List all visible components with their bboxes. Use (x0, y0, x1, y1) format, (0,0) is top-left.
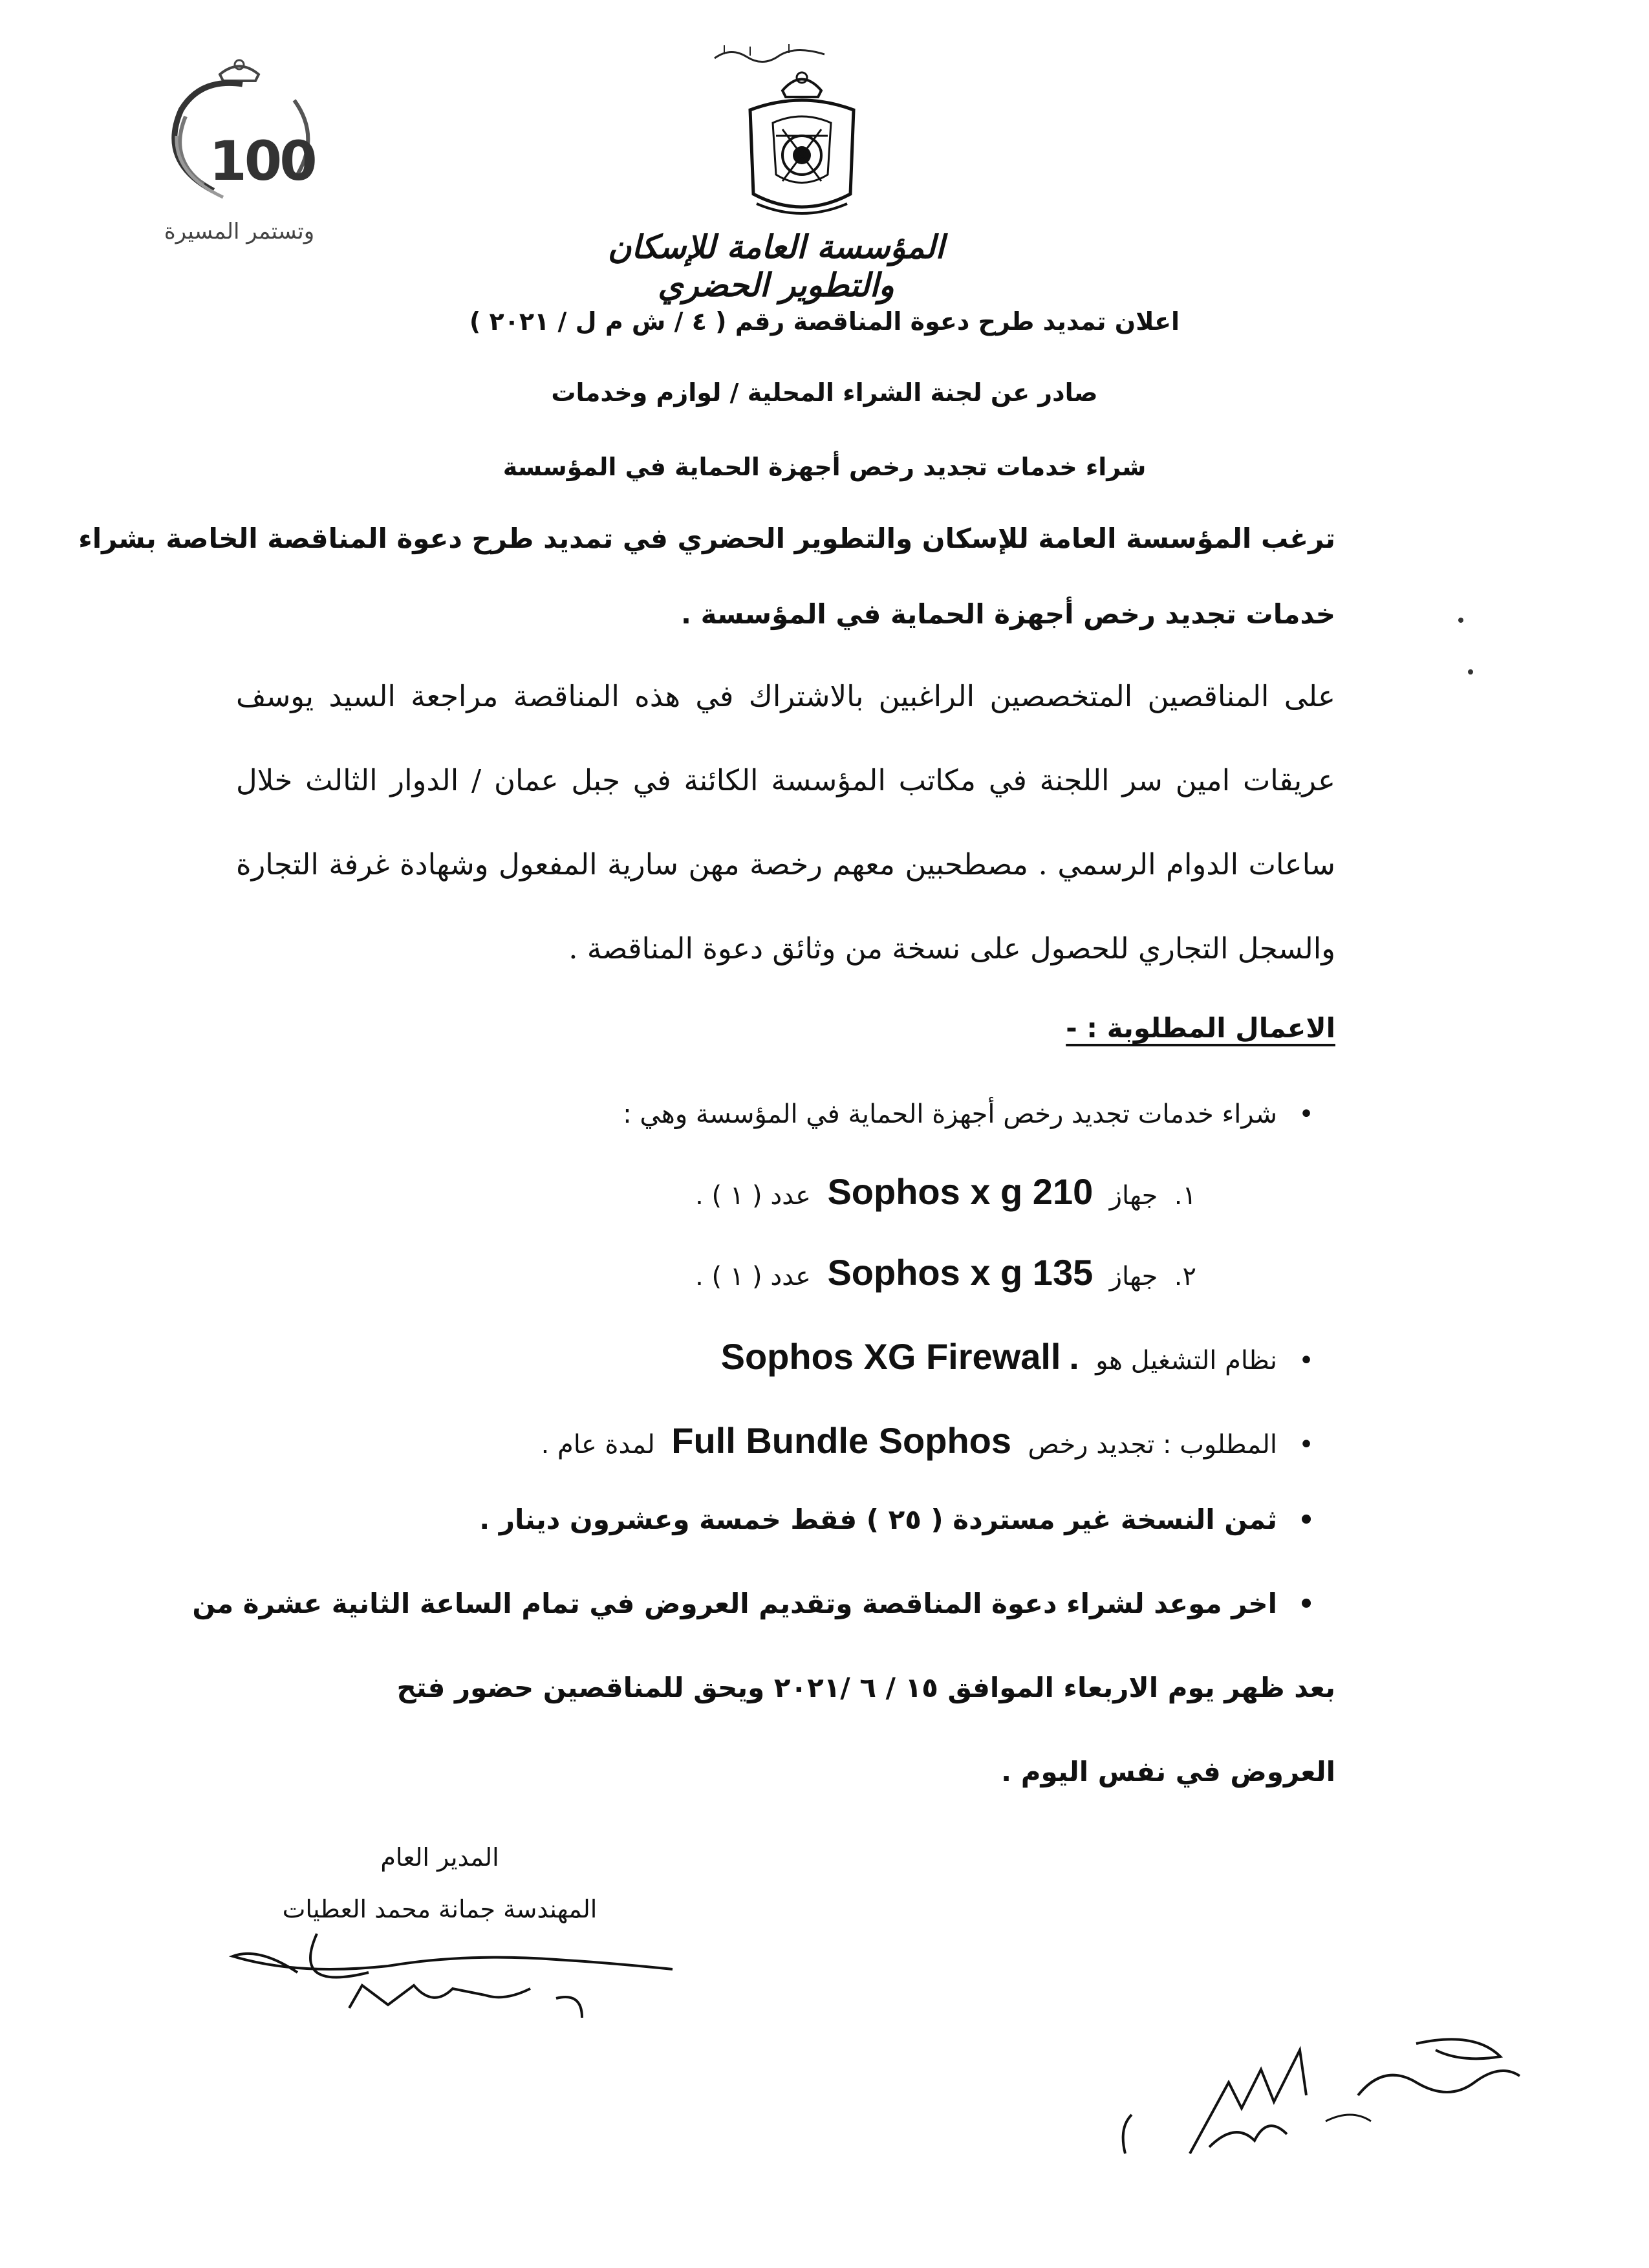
os-name: Sophos XG Firewall (720, 1336, 1061, 1377)
subject-line: شراء خدمات تجديد رخص أجهزة الحماية في المؤسسة (502, 453, 1147, 481)
organization-title: المؤسسة العامة للإسكان والتطوير الحضري (607, 228, 945, 304)
body-line-4: والسجل التجاري للحصول على نسخة من وثائق دعوة المناقصة . (568, 931, 1335, 966)
bullet-purchase (249, 1099, 1335, 1129)
body-line-3: ساعات الدوام الرسمي . مصطحبين معهم رخصة مهن سارية المفعول وشهادة غرفة التجارة (236, 847, 1335, 881)
issuer-line: صادر عن لجنة الشراء المحلية / لوازم وخدمات (551, 378, 1098, 407)
bullet-dot: • (1299, 1346, 1314, 1376)
required-suffix: لمدة عام . (541, 1430, 655, 1460)
bullet-price (249, 1504, 1335, 1535)
required-prefix: المطلوب : تجديد رخص (1028, 1430, 1277, 1460)
os-suffix: . (1069, 1336, 1079, 1377)
device-prefix: جهاز (1109, 1262, 1158, 1291)
bullet-dot: • (1299, 1099, 1314, 1129)
device-index: ١. (1174, 1181, 1196, 1211)
scan-speck (1458, 618, 1463, 623)
body-line-1: على المناقصين المتخصصين الراغبين بالاشتراك في هذه المناقصة مراجعة السيد يوسف (236, 679, 1335, 713)
deadline-line-1: اخر موعد لشراء دعوة المناقصة وتقديم العروض في تمام الساعة الثانية عشرة من (192, 1588, 1277, 1619)
device-item-2 (695, 1251, 1196, 1293)
bullet-required (249, 1420, 1335, 1462)
os-prefix: نظام التشغيل هو (1095, 1346, 1277, 1376)
centennial-number: 100 (209, 129, 315, 193)
device-count: عدد ( ١ ) . (695, 1262, 812, 1291)
coat-of-arms-emblem (737, 65, 867, 226)
bullet-dot: • (1298, 1506, 1315, 1535)
device-model: Sophos x g 135 (827, 1252, 1094, 1293)
required-name: Full Bundle Sophos (671, 1420, 1012, 1461)
device-count: عدد ( ١ ) . (695, 1181, 812, 1211)
scan-speck (1468, 669, 1473, 675)
signatory-role: المدير العام (380, 1843, 499, 1872)
announcement-title: اعلان تمديد طرح دعوة المناقصة رقم ( ٤ / ش م ل / ٢٠٢١ ) (469, 307, 1180, 336)
device-item-1 (695, 1171, 1196, 1213)
centennial-logo (146, 45, 333, 244)
bullet-deadline (192, 1588, 1335, 1619)
basmala-calligraphy (711, 40, 828, 66)
director-signature (220, 1895, 685, 2024)
intro-line-2: خدمات تجديد رخص أجهزة الحماية في المؤسسة . (681, 598, 1335, 630)
device-model: Sophos x g 210 (827, 1171, 1094, 1212)
body-line-2: عريقات امين سر اللجنة في مكاتب المؤسسة الكائنة في جبل عمان / الدوار الثالث خلال (236, 763, 1335, 797)
committee-signatures (1112, 2024, 1526, 2166)
deadline-line-3: العروض في نفس اليوم . (1001, 1756, 1335, 1787)
bullet-os (249, 1335, 1335, 1377)
price-text: ثمن النسخة غير مستردة ( ٢٥ ) فقط خمسة وعشرون دينار . (479, 1504, 1277, 1535)
deadline-line-2: بعد ظهر يوم الاربعاء الموافق ١٥ / ٦ /٢٠٢١ ويحق للمناقصين حضور فتح (396, 1672, 1335, 1703)
device-index: ٢. (1174, 1262, 1196, 1291)
centennial-slogan: وتستمر المسيرة (164, 219, 315, 244)
bullet-dot: • (1299, 1430, 1314, 1460)
bullet-purchase-text: شراء خدمات تجديد رخص أجهزة الحماية في المؤسسة وهي : (623, 1099, 1277, 1129)
works-heading: الاعمال المطلوبة : - (1066, 1012, 1335, 1044)
bullet-dot: • (1298, 1590, 1315, 1619)
intro-line-1: ترغب المؤسسة العامة للإسكان والتطوير الحضري في تمديد طرح دعوة المناقصة الخاصة بشراء (78, 523, 1335, 554)
signatory-name: المهندسة جمانة محمد العطيات (282, 1895, 598, 1923)
device-prefix: جهاز (1109, 1181, 1158, 1211)
